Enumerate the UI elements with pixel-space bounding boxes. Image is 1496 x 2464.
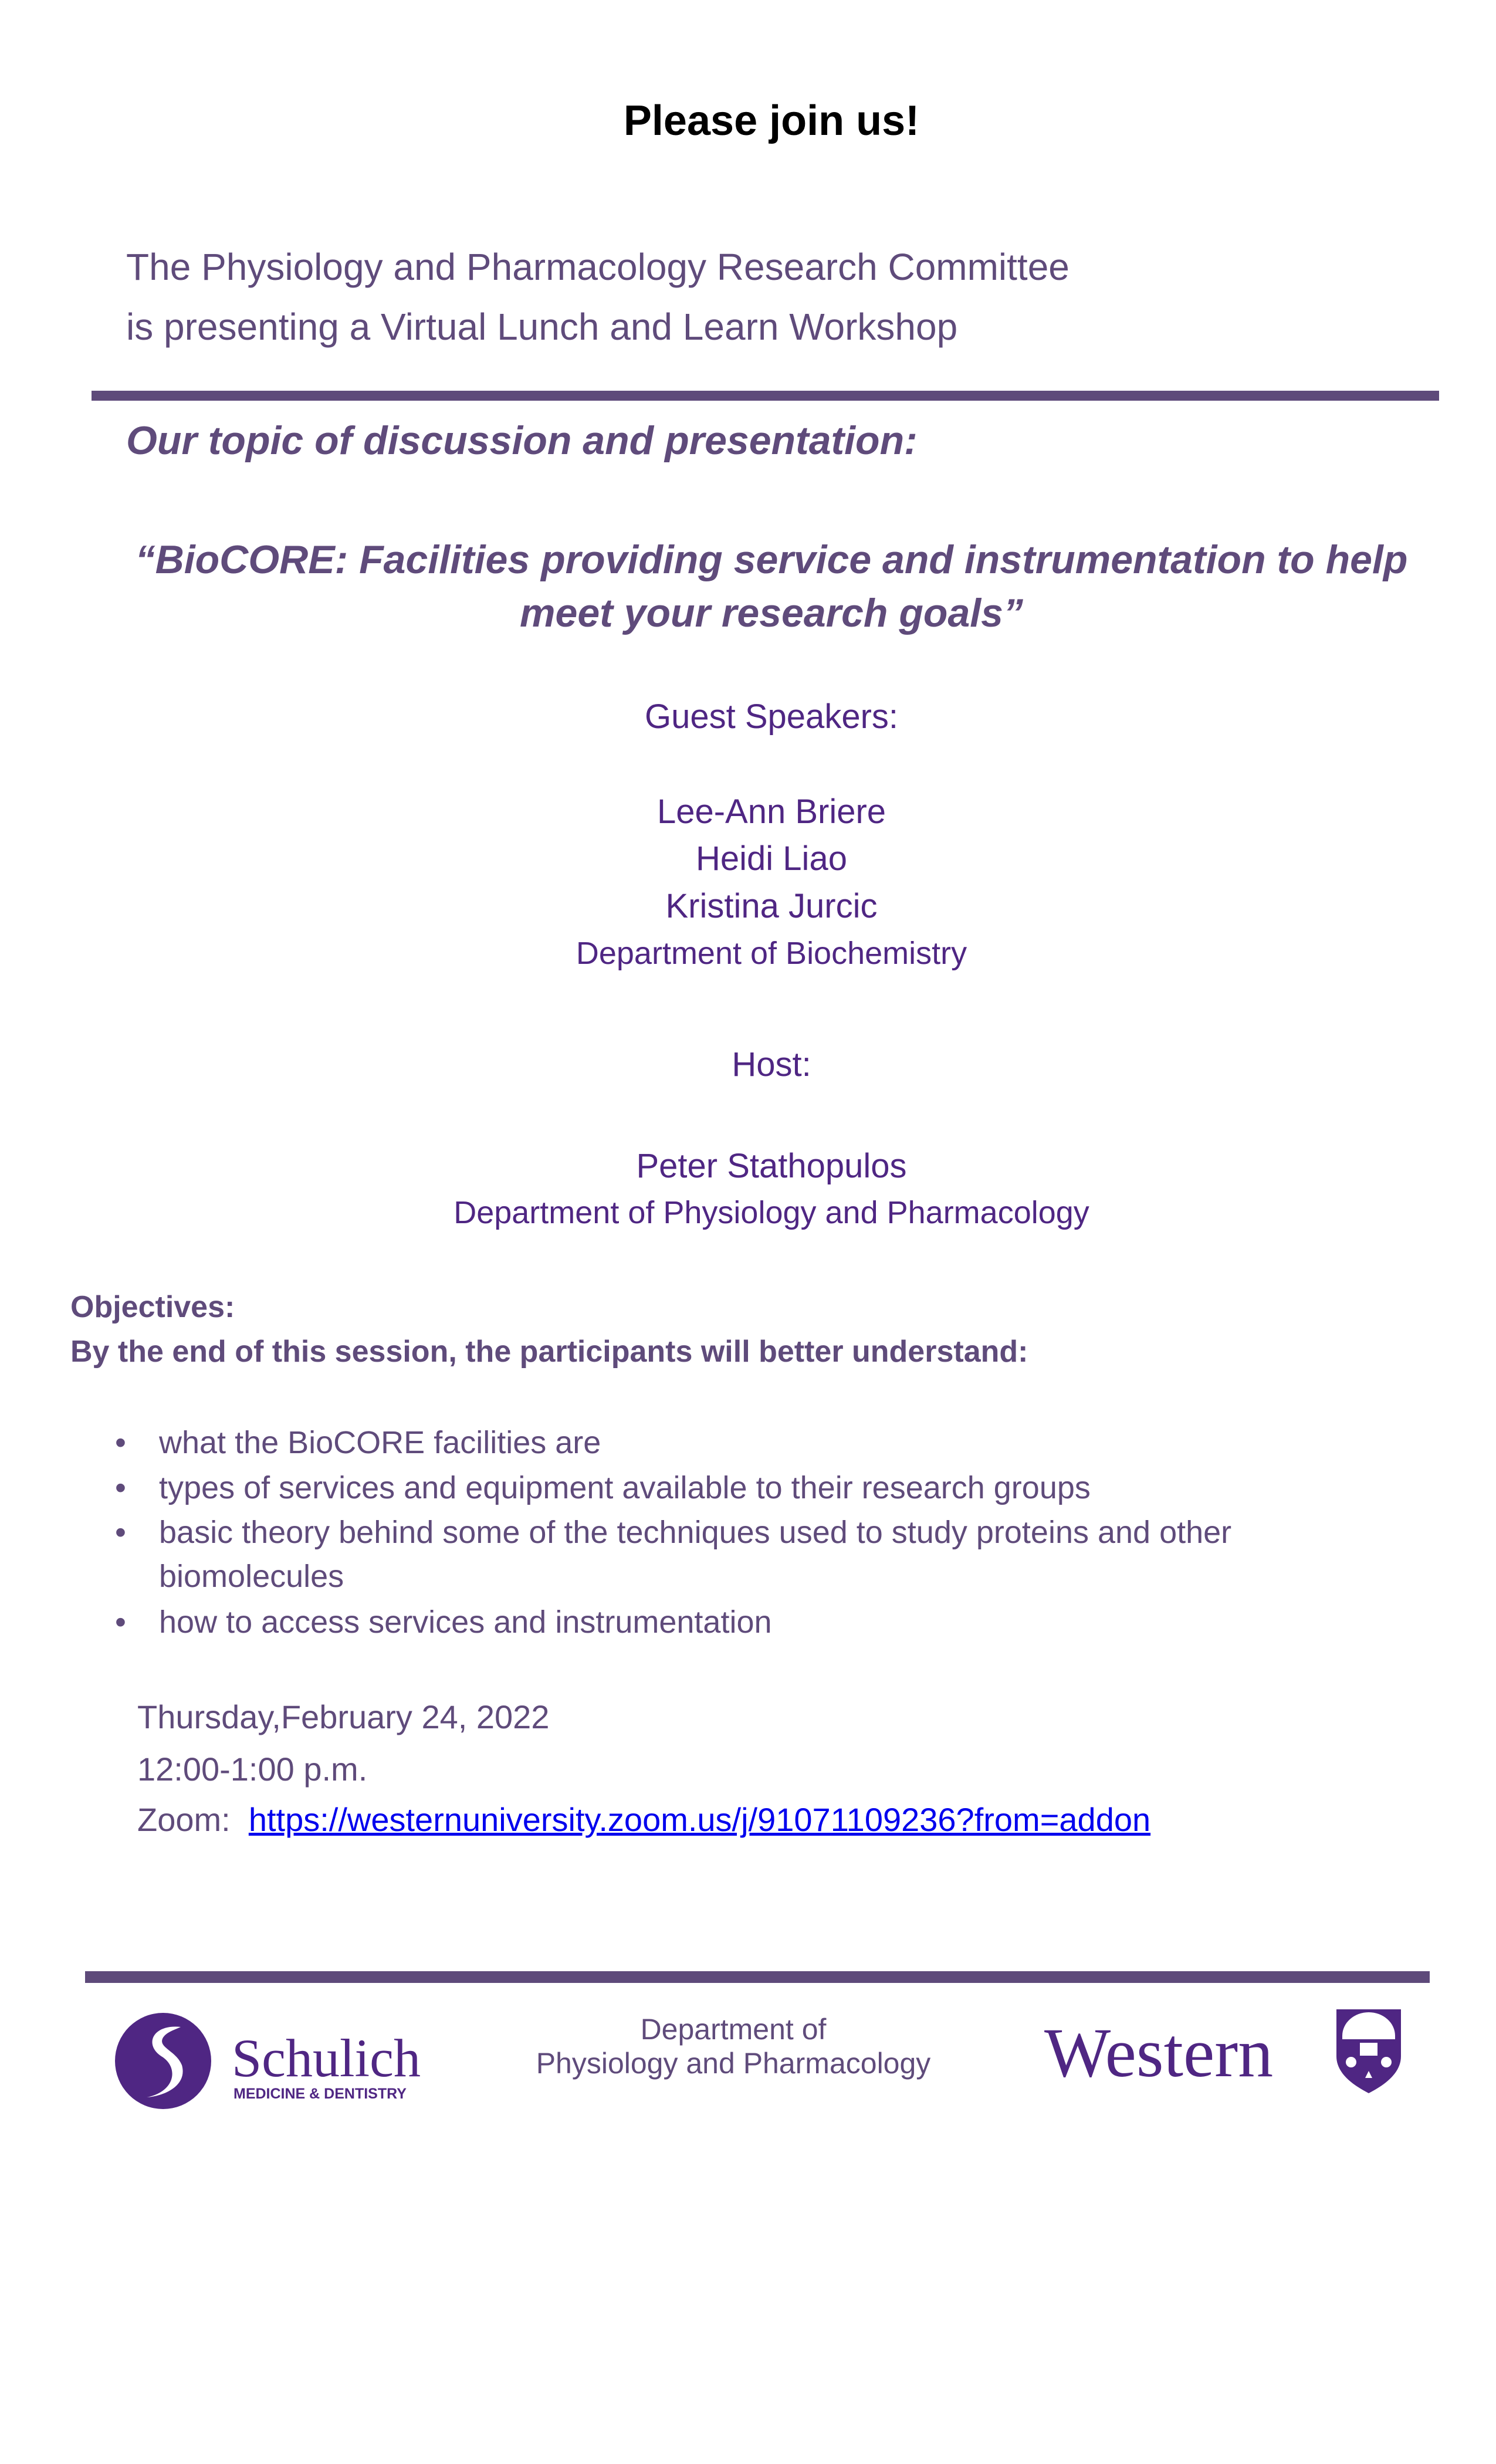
objectives-intro: By the end of this session, the participants will better understand: xyxy=(70,1335,1028,1369)
topic-quote-line-1: “BioCORE: Facilities providing service and instrumentation to help xyxy=(135,537,1408,582)
list-item: types of services and equipment available to their research groups xyxy=(159,1470,1091,1505)
list-item: basic theory behind some of the techniques used to study proteins and other xyxy=(159,1515,1232,1550)
western-name: Western xyxy=(1044,2013,1274,2091)
host-label: Host: xyxy=(732,1045,811,1084)
schulich-name: Schulich xyxy=(232,2028,421,2088)
speaker-name: Lee-Ann Briere xyxy=(656,793,886,831)
zoom-row xyxy=(137,1800,1150,1839)
host-name: Peter Stathopulos xyxy=(636,1147,907,1185)
top-divider xyxy=(92,391,1439,401)
guest-speakers-label: Guest Speakers: xyxy=(645,698,898,736)
list-item: how to access services and instrumentation xyxy=(159,1605,772,1640)
department-logo-line-2: Physiology and Pharmacology xyxy=(536,2047,931,2080)
topic-heading: Our topic of discussion and presentation: xyxy=(126,418,918,463)
bullet-icon: • xyxy=(115,1515,126,1550)
intro-line-2: is presenting a Virtual Lunch and Learn Workshop xyxy=(126,306,958,348)
western-crest-icon xyxy=(1333,2006,1404,2094)
host-department: Department of Physiology and Pharmacology xyxy=(453,1195,1089,1230)
bottom-divider xyxy=(85,1971,1430,1983)
bullet-icon: • xyxy=(115,1470,126,1505)
topic-quote-line-2: meet your research goals” xyxy=(520,591,1023,635)
objectives-heading: Objectives: xyxy=(70,1290,235,1324)
speaker-name: Kristina Jurcic xyxy=(665,887,878,925)
list-item: what the BioCORE facilities are xyxy=(159,1425,601,1460)
event-time: 12:00-1:00 p.m. xyxy=(137,1751,368,1788)
bullet-icon: • xyxy=(115,1605,126,1640)
speaker-name: Heidi Liao xyxy=(696,840,847,878)
schulich-s-icon xyxy=(111,2009,217,2112)
department-logo-line-1: Department of xyxy=(640,2013,827,2046)
zoom-label: Zoom: xyxy=(137,1801,231,1838)
bullet-icon: • xyxy=(115,1425,126,1460)
zoom-link[interactable]: https://westernuniversity.zoom.us/j/91071109236?from=addon xyxy=(248,1801,1151,1838)
intro-line-1: The Physiology and Pharmacology Research Committee xyxy=(126,246,1069,288)
page-title: Please join us! xyxy=(623,97,920,144)
schulich-subtitle: MEDICINE & DENTISTRY xyxy=(233,2086,407,2102)
list-item-continuation: biomolecules xyxy=(159,1559,344,1594)
speakers-department: Department of Biochemistry xyxy=(576,936,967,971)
event-date: Thursday,February 24, 2022 xyxy=(137,1698,550,1735)
